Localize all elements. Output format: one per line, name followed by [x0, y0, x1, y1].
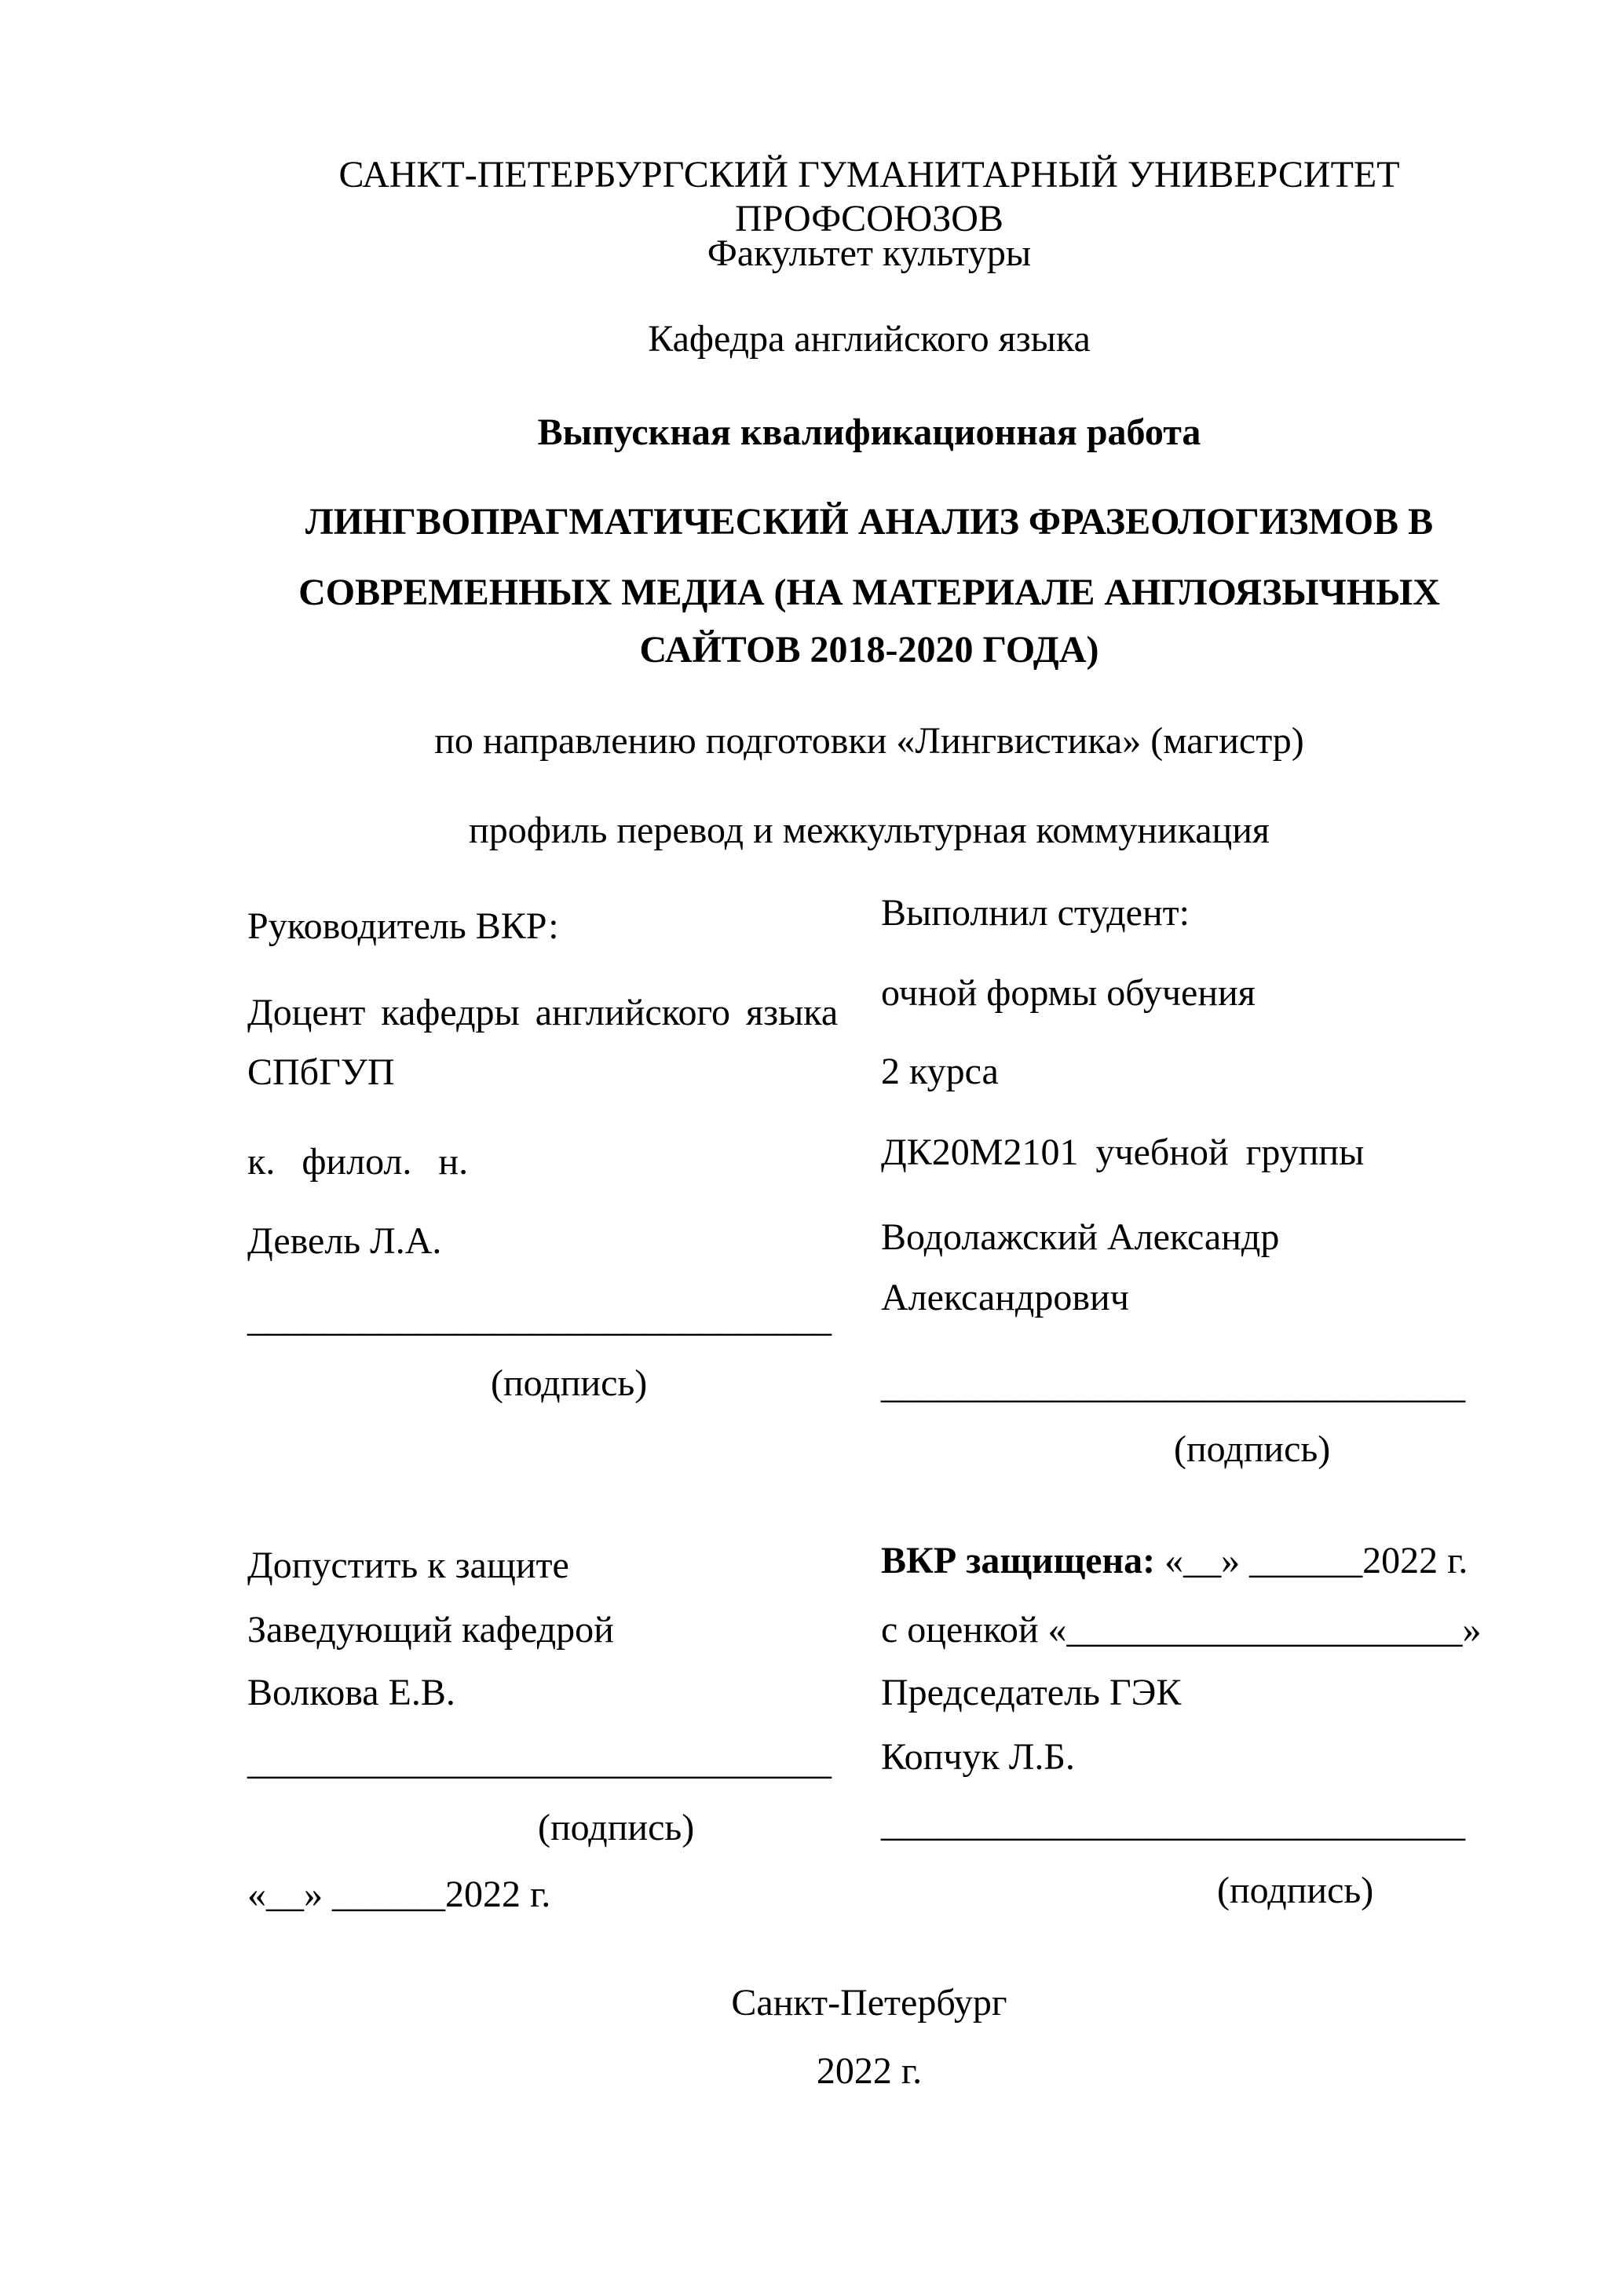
supervisor-position: Доцент кафедры английского языка — [247, 992, 839, 1033]
admission-date-line: «__» ______2022 г. — [247, 1874, 551, 1915]
student-signature-caption: (подпись) — [1174, 1428, 1331, 1470]
head-of-department-name: Волкова Е.В. — [247, 1672, 455, 1713]
work-type-heading: Выпускная квалификационная работа — [537, 411, 1201, 453]
supervisor-name: Девель Л.А. — [247, 1220, 442, 1262]
city-line: Санкт-Петербург — [731, 1982, 1007, 2024]
supervisor-label: Руководитель ВКР: — [247, 905, 559, 947]
supervisor-organization: СПбГУП — [247, 1051, 395, 1093]
admission-line: Допустить к защите — [247, 1545, 569, 1586]
department-name: Кафедра английского языка — [648, 318, 1091, 360]
thesis-title-line-3: САЙТОВ 2018-2020 ГОДА) — [639, 629, 1099, 671]
university-name: САНКТ-ПЕТЕРБУРГСКИЙ ГУМАНИТАРНЫЙ УНИВЕРСИТЕТ ПРОФСОЮЗОВ — [338, 154, 1400, 239]
head-of-department-line: Заведующий кафедрой — [247, 1609, 614, 1651]
chairman-name: Копчук Л.Б. — [881, 1736, 1075, 1778]
student-name-line-1: Водолажский Александр — [881, 1216, 1280, 1258]
supervisor-degree: к. филол. н. — [247, 1141, 469, 1183]
admission-signature-line: _______________________________ — [247, 1741, 832, 1782]
student-group: ДК20М2101 учебной группы — [881, 1132, 1365, 1173]
chairman-title: Председатель ГЭК — [881, 1672, 1182, 1713]
thesis-title-line-1: ЛИНГВОПРАГМАТИЧЕСКИЙ АНАЛИЗ ФРАЗЕОЛОГИЗМОВ В — [305, 501, 1434, 543]
supervisor-signature-line: _______________________________ — [247, 1298, 832, 1340]
defense-status-line — [881, 1539, 1468, 1583]
student-study-form: очной формы обучения — [881, 972, 1256, 1014]
admission-signature-caption: (подпись) — [538, 1807, 695, 1848]
defense-signature-caption: (подпись) — [1217, 1870, 1374, 1911]
defense-signature-line: _______________________________ — [881, 1803, 1465, 1844]
defense-grade-line: с оценкой «_____________________» — [881, 1609, 1482, 1651]
supervisor-signature-caption: (подпись) — [491, 1362, 648, 1404]
profile-line: профиль перевод и межкультурная коммуникация — [469, 810, 1270, 851]
thesis-title-line-2: СОВРЕМЕННЫХ МЕДИА (НА МАТЕРИАЛЕ АНГЛОЯЗЫЧНЫХ — [298, 572, 1440, 613]
student-label: Выполнил студент: — [881, 892, 1190, 934]
student-name-line-2: Александрович — [881, 1277, 1129, 1318]
program-line: по направлению подготовки «Лингвистика» (магистр) — [434, 720, 1304, 762]
student-course-year: 2 курса — [881, 1051, 999, 1092]
faculty-name: Факультет культуры — [707, 232, 1032, 274]
year-line: 2022 г. — [816, 2050, 923, 2092]
defense-status-label: ВКР защищена: — [881, 1540, 1156, 1581]
defense-date-blank: «__» ______2022 г. — [1155, 1540, 1468, 1581]
student-signature-line: _______________________________ — [881, 1365, 1465, 1406]
